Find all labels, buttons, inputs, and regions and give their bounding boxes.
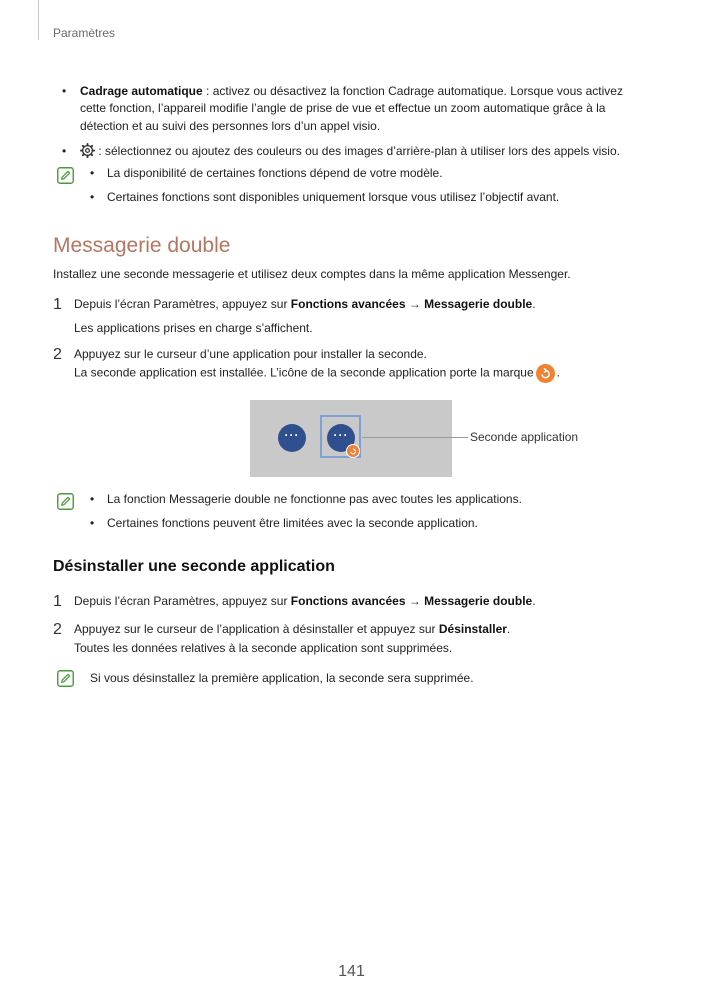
- note-pencil-icon: [57, 493, 74, 510]
- step-text: Depuis l’écran Paramètres, appuyez sur: [74, 594, 291, 608]
- menu-messagerie-double: Messagerie double: [424, 594, 533, 608]
- step-number: 1: [53, 296, 62, 313]
- page-header-title: Paramètres: [53, 26, 116, 40]
- dual-messenger-badge-icon: [536, 364, 555, 383]
- cadrage-label: Cadrage automatique: [80, 84, 203, 98]
- step-2-line2: [74, 364, 560, 383]
- step-2-text-end: .: [556, 365, 560, 380]
- desinstaller-label: Désinstaller: [438, 622, 507, 636]
- messenger-glyph: ···: [284, 428, 300, 442]
- note2-item: Certaines fonctions peuvent être limitées avec la seconde application.: [107, 516, 478, 530]
- header-rule: [38, 0, 39, 40]
- dual-messenger-figure: [250, 400, 452, 477]
- step-text: Appuyez sur le curseur de l’application à désinstaller et appuyez sur: [74, 622, 439, 636]
- callout-line: [362, 437, 468, 438]
- messenger-app-icon[interactable]: [278, 424, 306, 452]
- step-text-end: .: [532, 297, 536, 311]
- callout-label: Seconde application: [470, 430, 579, 444]
- bullet: •: [90, 516, 95, 530]
- arrow: →: [405, 297, 425, 311]
- uninstall-step-1: [74, 593, 536, 610]
- note1-item: La disponibilité de certaines fonctions dépend de votre modèle.: [107, 166, 443, 180]
- step-number: 1: [53, 593, 62, 610]
- bullet: •: [90, 492, 95, 506]
- note-pencil-icon: [57, 167, 74, 184]
- bullet: •: [62, 84, 67, 98]
- arrow: →: [405, 594, 425, 608]
- uninstall-step-2-result: Toutes les données relatives à la seconde application sont supprimées.: [74, 641, 453, 655]
- bullet: •: [90, 166, 95, 180]
- section-intro: Installez une seconde messagerie et utilisez deux comptes dans la même application Messenger.: [53, 267, 571, 281]
- menu-fonctions-avancees: Fonctions avancées: [290, 297, 406, 311]
- settings-gear-icon: [80, 143, 95, 158]
- note1-item: Certaines fonctions sont disponibles uniquement lorsque vous utilisez l’objectif avant.: [107, 190, 560, 204]
- section-title: Messagerie double: [53, 234, 231, 257]
- bullet: •: [62, 144, 67, 158]
- note2-item: La fonction Messagerie double ne fonctionne pas avec toutes les applications.: [107, 492, 522, 506]
- step-1: [74, 296, 536, 313]
- cadrage-text: : activez ou désactivez la fonction Cadrage automatique. Lorsque vous activez: [202, 84, 623, 98]
- step-text-end: .: [532, 594, 536, 608]
- page-number: 141: [338, 963, 365, 980]
- dual-badge-icon: [346, 444, 360, 458]
- cadrage-text-line3: détection et au suivi des personnes lors d’un appel visio.: [80, 118, 381, 133]
- step-1-result: Les applications prises en charge s’affichent.: [74, 321, 313, 335]
- bullet: •: [90, 190, 95, 204]
- bullet-cadrage: [80, 83, 640, 135]
- step-number: 2: [53, 346, 62, 363]
- background-text: : sélectionnez ou ajoutez des couleurs ou des images d’arrière-plan à utiliser lors des appels visio.: [95, 144, 620, 158]
- step-2-line1: Appuyez sur le curseur d’une application pour installer la seconde.: [74, 347, 427, 361]
- step-2-text: La seconde application est installée. L’icône de la seconde application porte la marque: [74, 365, 534, 380]
- uninstall-title: Désinstaller une seconde application: [53, 558, 335, 575]
- cadrage-text-line2: cette fonction, l’appareil modifie l’angle de prise de vue et effectue un zoom automatique grâce à la: [80, 101, 606, 116]
- step-text: Depuis l’écran Paramètres, appuyez sur: [74, 297, 291, 311]
- menu-messagerie-double: Messagerie double: [424, 297, 533, 311]
- note-pencil-icon: [57, 670, 74, 687]
- menu-fonctions-avancees: Fonctions avancées: [290, 594, 406, 608]
- bullet-background: [80, 143, 680, 160]
- step-text-end: .: [506, 622, 511, 636]
- messenger-glyph: ···: [333, 428, 349, 442]
- step-number: 2: [53, 621, 62, 638]
- uninstall-step-2: [74, 621, 510, 638]
- uninstall-note: Si vous désinstallez la première application, la seconde sera supprimée.: [90, 671, 474, 685]
